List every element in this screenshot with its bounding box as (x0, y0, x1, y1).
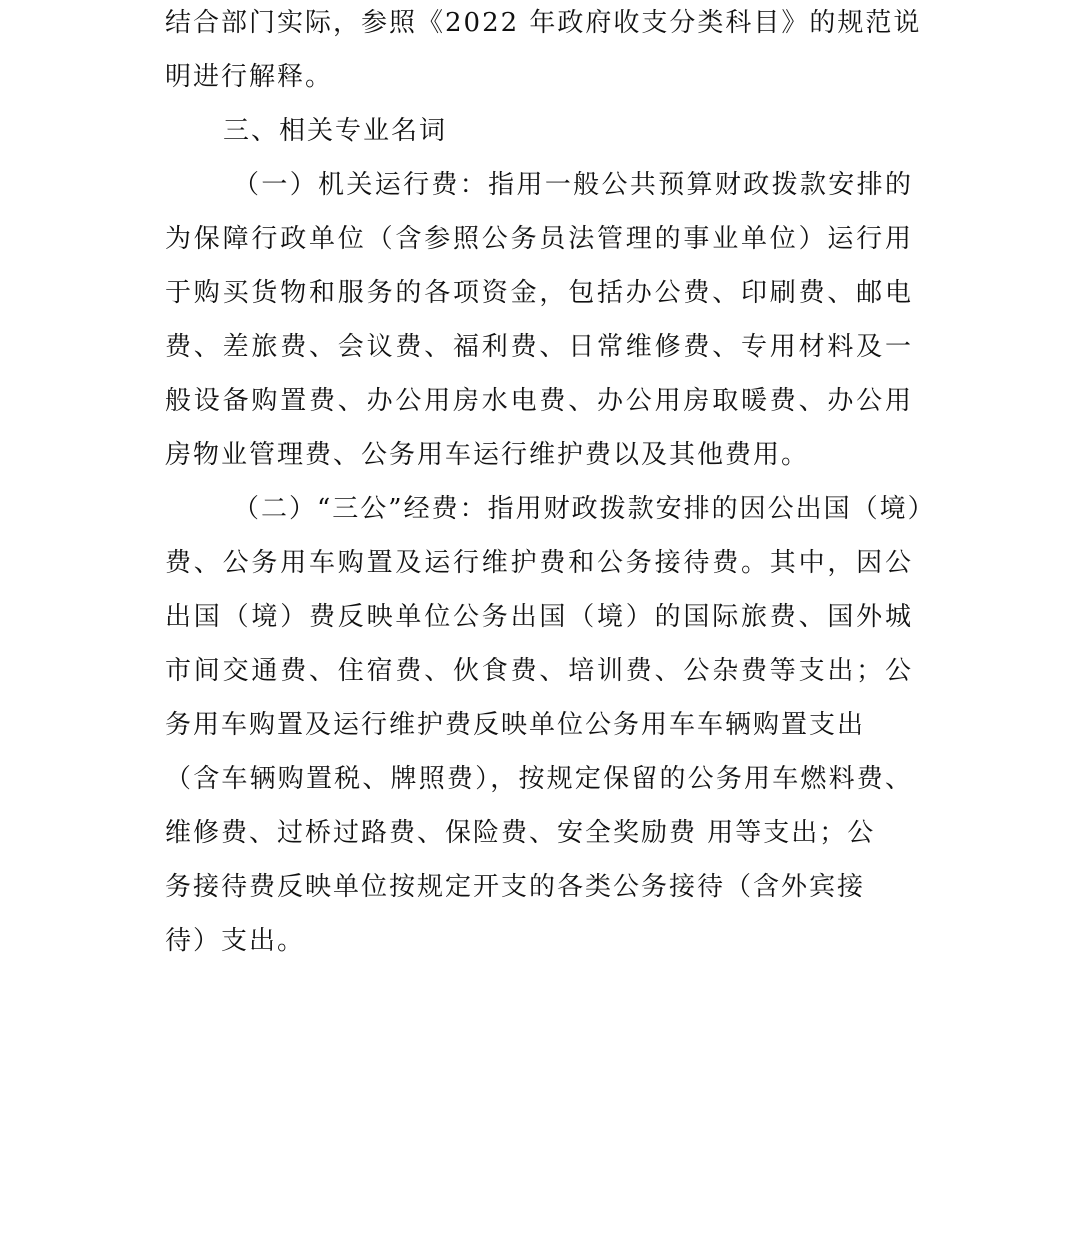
paragraph-line: 待）支出。 (165, 926, 306, 956)
paragraph-line: 费、差旅费、会议费、福利费、日常维修费、专用材料及一 (165, 332, 913, 362)
document-body (165, 0, 936, 968)
paragraph-line: （二）“三公”经费：指用财政拨款安排的因公出国（境） (233, 494, 936, 524)
section-heading: 三、相关专业名词 (223, 116, 448, 146)
paragraph-line: （一）机关运行费：指用一般公共预算财政拨款安排的 (233, 170, 913, 200)
paragraph-line: 务用车购置及运行维护费反映单位公务用车车辆购置支出 (165, 710, 866, 740)
paragraph-line: 出国（境）费反映单位公务出国（境）的国际旅费、国外城 (165, 602, 913, 632)
paragraph-line: 费、公务用车购置及运行维护费和公务接待费。其中，因公 (165, 548, 913, 578)
paragraph-line: 务接待费反映单位按规定开支的各类公务接待（含外宾接 (165, 872, 866, 902)
paragraph-line: 房物业管理费、公务用车运行维护费以及其他费用。 (165, 440, 810, 470)
paragraph-line: 于购买货物和服务的各项资金，包括办公费、印刷费、邮电 (165, 278, 913, 308)
paragraph-line: 维修费、过桥过路费、保险费、安全奖励费 用等支出；公 (165, 818, 876, 848)
paragraph-line: 为保障行政单位（含参照公务员法管理的事业单位）运行用 (165, 224, 913, 254)
paragraph-line: 般设备购置费、办公用房水电费、办公用房取暖费、办公用 (165, 386, 913, 416)
paragraph-line: 结合部门实际，参照《2022 年政府收支分类科目》的规范说 (165, 8, 922, 38)
paragraph-line: （含车辆购置税、牌照费），按规定保留的公务用车燃料费、 (165, 764, 913, 794)
paragraph-line: 市间交通费、住宿费、伙食费、培训费、公杂费等支出；公 (165, 656, 913, 686)
paragraph-line: 明进行解释。 (165, 62, 334, 92)
